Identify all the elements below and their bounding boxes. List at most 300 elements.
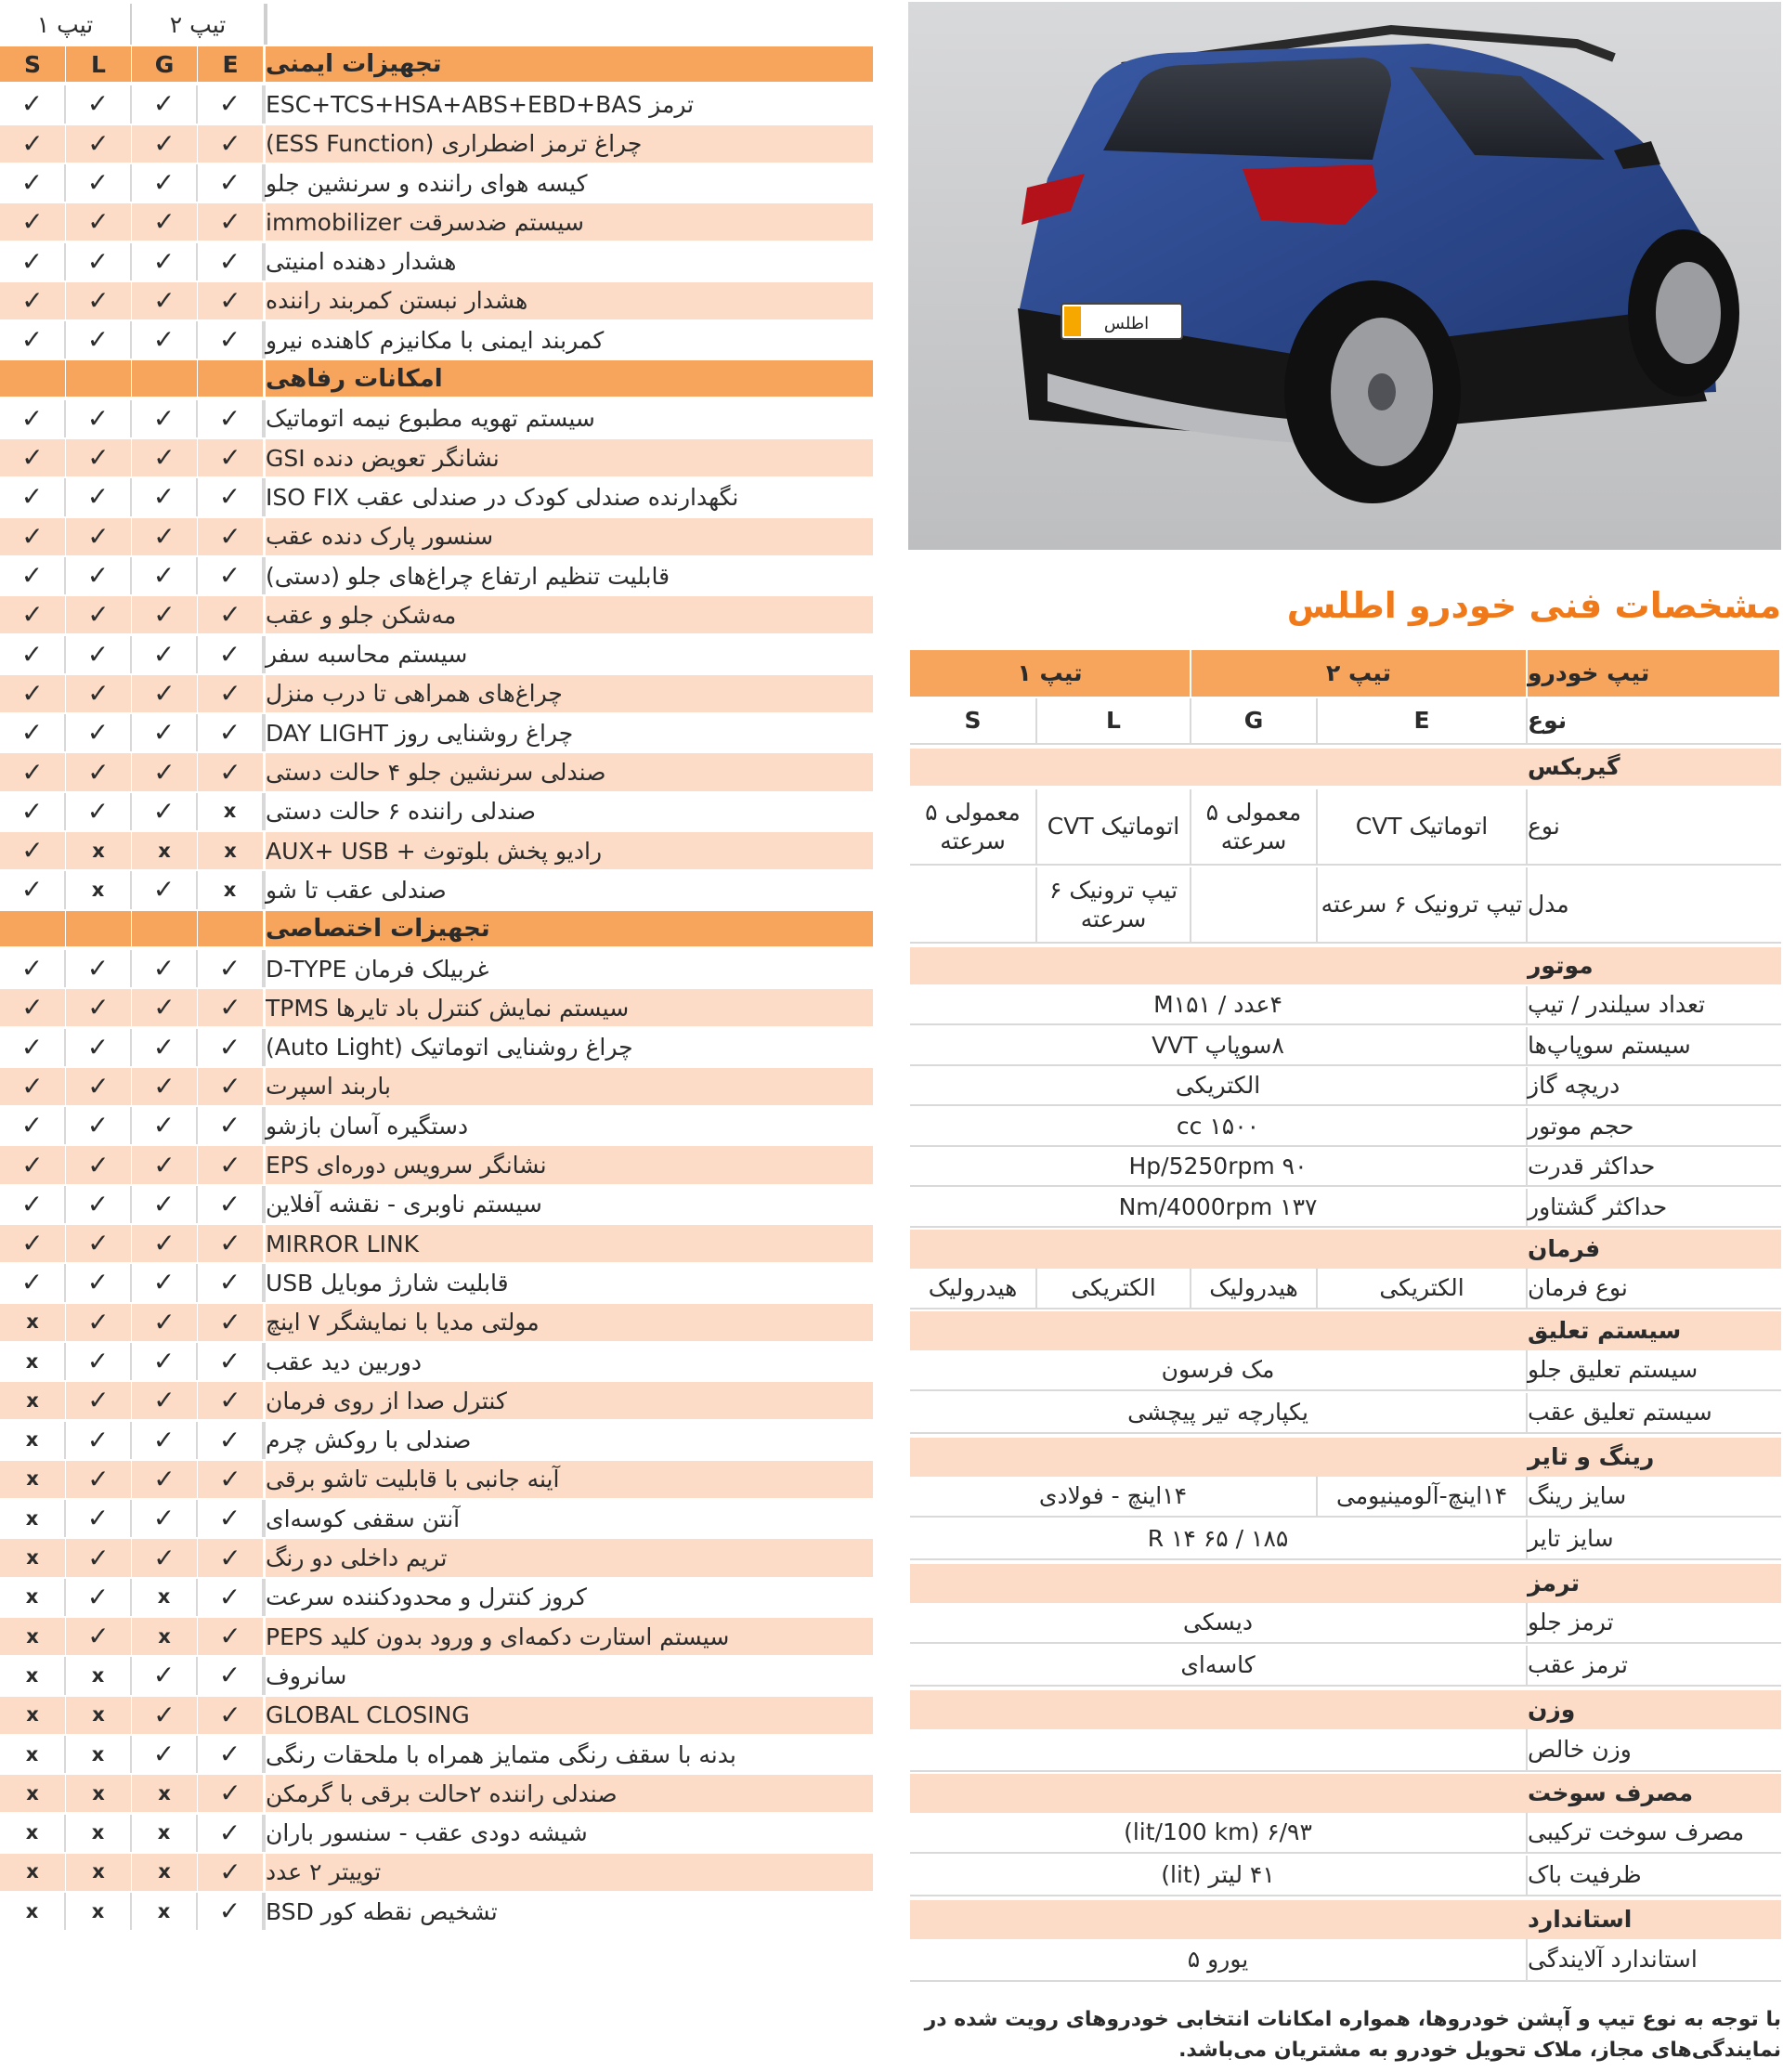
cross-icon: x xyxy=(26,1860,39,1883)
check-icon: ✓ xyxy=(218,1817,241,1848)
trim-letter-blank xyxy=(66,911,132,946)
feature-name: شیشه دودی عقب - سنسور باران xyxy=(264,1815,873,1852)
cross-icon: x xyxy=(26,1624,39,1648)
tire-value: ۱۸۵ / ۶۵ R ۱۴ xyxy=(910,1519,1528,1558)
feature-mark-e xyxy=(198,400,264,437)
feature-mark-s xyxy=(0,1657,66,1694)
cross-icon: x xyxy=(25,1349,39,1373)
engine-row xyxy=(910,1067,1781,1106)
check-icon: ✓ xyxy=(87,756,110,788)
check-icon: ✓ xyxy=(218,1739,241,1770)
check-icon: ✓ xyxy=(218,1581,241,1612)
check-icon: ✓ xyxy=(152,953,176,984)
feature-mark-g xyxy=(132,1579,198,1616)
fuel-combined-label: مصرف سوخت ترکیبی xyxy=(1528,1818,1745,1846)
check-icon: ✓ xyxy=(21,992,44,1023)
feature-mark-g xyxy=(132,1264,198,1301)
feature-name: رادیو پخش بلوتوث + AUX+ USB xyxy=(264,832,873,869)
steering-e: الکتریکی xyxy=(1318,1269,1528,1308)
check-icon: ✓ xyxy=(219,1149,241,1180)
feature-mark-e xyxy=(198,675,264,712)
check-icon: ✓ xyxy=(86,795,110,827)
feature-mark-l xyxy=(66,125,132,163)
check-icon: ✓ xyxy=(152,1188,176,1219)
feature-mark-e xyxy=(198,1893,264,1930)
feature-row xyxy=(0,1854,873,1891)
gearbox-type-s: معمولی ۵ سرعته xyxy=(910,789,1037,864)
engine-row xyxy=(910,986,1781,1025)
check-icon: ✓ xyxy=(86,1110,110,1141)
feature-mark-l xyxy=(66,1304,132,1341)
feature-name: صندلی عقب تا شو xyxy=(264,871,873,908)
cross-icon: x xyxy=(157,1821,171,1844)
feature-mark-g xyxy=(132,400,198,437)
check-icon: ✓ xyxy=(86,1581,110,1612)
check-icon: ✓ xyxy=(21,835,44,867)
rim-rest-value: ۱۴اینچ - فولادی xyxy=(910,1477,1318,1516)
feature-name: ترمز ESC+TCS+HSA+ABS+EBD+BAS xyxy=(264,85,873,123)
feature-mark-s xyxy=(0,85,66,123)
trim-letter-s: S xyxy=(0,46,66,82)
check-icon: ✓ xyxy=(219,1385,241,1416)
cross-icon: x xyxy=(92,1703,105,1727)
cross-icon: x xyxy=(91,878,105,901)
engine-row xyxy=(910,1189,1781,1228)
rim-label: سایز رینگ xyxy=(1528,1482,1627,1510)
check-icon: ✓ xyxy=(20,1110,44,1141)
check-icon: ✓ xyxy=(153,206,176,238)
feature-mark-g xyxy=(132,1539,198,1576)
feature-row xyxy=(0,518,873,555)
feature-mark-l xyxy=(66,557,132,594)
feature-mark-e xyxy=(198,125,264,163)
feature-name: تشخیص نقطه کور BSD xyxy=(264,1893,873,1930)
brake-rear-label: ترمز عقب xyxy=(1528,1651,1628,1679)
feature-mark-g xyxy=(132,1422,198,1459)
feature-row xyxy=(0,950,873,987)
check-icon: ✓ xyxy=(218,1346,241,1377)
spec-head-type2: تیپ ۲ xyxy=(1191,650,1528,697)
feature-name: سنسور پارک دنده عقب xyxy=(264,518,873,555)
feature-mark-l xyxy=(66,989,132,1026)
feature-mark-e xyxy=(198,1854,264,1891)
check-icon: ✓ xyxy=(218,245,241,277)
feature-mark-e xyxy=(198,1343,264,1380)
cross-icon: x xyxy=(26,1388,39,1412)
feature-mark-s xyxy=(0,1029,66,1066)
check-icon: ✓ xyxy=(20,245,44,277)
feature-mark-e xyxy=(198,1107,264,1144)
feature-mark-l xyxy=(66,1264,132,1301)
feature-mark-l xyxy=(66,518,132,555)
feature-mark-g xyxy=(132,1029,198,1066)
check-icon: ✓ xyxy=(219,1856,241,1887)
feature-mark-g xyxy=(132,1815,198,1852)
check-icon: ✓ xyxy=(86,245,110,277)
feature-name: قابلیت شارژ موبایل USB xyxy=(264,1264,873,1301)
feature-mark-e xyxy=(198,1029,264,1066)
feature-mark-e xyxy=(198,950,264,987)
engine-row xyxy=(910,1108,1781,1147)
check-icon: ✓ xyxy=(87,520,110,552)
feature-name: سانروف xyxy=(264,1657,873,1694)
standard-value: یورو ۵ xyxy=(910,1939,1528,1980)
brake-front-label: ترمز جلو xyxy=(1528,1609,1614,1636)
check-icon: ✓ xyxy=(152,560,176,592)
check-icon: ✓ xyxy=(218,1267,241,1298)
check-icon: ✓ xyxy=(21,284,44,316)
feature-mark-e xyxy=(198,636,264,673)
check-icon: ✓ xyxy=(86,1031,110,1062)
feature-mark-e xyxy=(198,871,264,908)
check-icon: ✓ xyxy=(219,1306,241,1337)
check-icon: ✓ xyxy=(153,1070,176,1101)
check-icon: ✓ xyxy=(219,442,241,474)
feature-mark-l xyxy=(66,1697,132,1734)
check-icon: ✓ xyxy=(20,795,44,827)
feature-mark-l xyxy=(66,164,132,202)
feature-name: سیستم نمایش کنترل باد تایرها TPMS xyxy=(264,989,873,1026)
check-icon: ✓ xyxy=(87,1306,110,1337)
check-icon: ✓ xyxy=(153,677,176,709)
feature-mark-g xyxy=(132,164,198,202)
car-photo xyxy=(908,2,1781,550)
check-icon: ✓ xyxy=(153,442,176,474)
feature-row xyxy=(0,1107,873,1144)
feature-mark-l xyxy=(66,1736,132,1773)
feature-row xyxy=(0,400,873,437)
cross-icon: x xyxy=(25,1663,39,1687)
feature-mark-g xyxy=(132,321,198,358)
check-icon: ✓ xyxy=(152,1031,176,1062)
feature-mark-l xyxy=(66,871,132,908)
feature-row xyxy=(0,1736,873,1773)
check-icon: ✓ xyxy=(86,1503,110,1534)
section-standard-title: استاندارد xyxy=(1528,1906,1633,1934)
fuel-tank-row xyxy=(910,1856,1781,1896)
feature-mark-s xyxy=(0,1146,66,1183)
feature-row xyxy=(0,753,873,790)
check-icon: ✓ xyxy=(87,677,110,709)
feature-mark-s xyxy=(0,478,66,515)
feature-mark-l xyxy=(66,1107,132,1144)
feature-mark-g xyxy=(132,282,198,319)
cross-icon: x xyxy=(25,1742,39,1766)
cross-icon: x xyxy=(92,1860,105,1883)
feature-name: سیستم تهویه مطبوع نیمه اتوماتیک xyxy=(264,400,873,437)
check-icon: ✓ xyxy=(218,953,241,984)
check-icon: ✓ xyxy=(219,756,241,788)
check-icon: ✓ xyxy=(152,1110,176,1141)
feature-mark-e xyxy=(198,1579,264,1616)
feature-row xyxy=(0,1815,873,1852)
check-icon: ✓ xyxy=(87,992,110,1023)
feature-mark-e xyxy=(198,1422,264,1459)
engine-label: دریچه گاز xyxy=(1528,1072,1620,1100)
feature-mark-g xyxy=(132,989,198,1026)
feature-name: دوربین دید عقب xyxy=(264,1343,873,1380)
check-icon: ✓ xyxy=(153,1463,176,1494)
trim-letter-e: E xyxy=(198,46,264,82)
check-icon: ✓ xyxy=(87,1621,110,1652)
check-icon: ✓ xyxy=(20,1267,44,1298)
feature-name: بدنه با سقف رنگی متمایز همراه با ملحقات رنگی xyxy=(264,1736,873,1773)
gearbox-model-row xyxy=(910,867,1781,944)
feature-mark-s xyxy=(0,1618,66,1655)
check-icon: ✓ xyxy=(153,599,176,631)
check-icon: ✓ xyxy=(21,677,44,709)
check-icon: ✓ xyxy=(21,127,44,159)
spec-sub-g: G xyxy=(1191,698,1318,743)
check-icon: ✓ xyxy=(87,1228,110,1259)
check-icon: ✓ xyxy=(152,1739,176,1770)
check-icon: ✓ xyxy=(152,717,176,749)
feature-row xyxy=(0,1146,873,1183)
type-header-blank xyxy=(266,4,873,45)
feature-name: تریم داخلی دو رنگ xyxy=(264,1539,873,1576)
feature-mark-g xyxy=(132,1736,198,1773)
feature-mark-l xyxy=(66,714,132,751)
feature-mark-g xyxy=(132,1461,198,1498)
trim-letter-blank xyxy=(66,360,132,396)
spec-sub-s: S xyxy=(910,698,1037,743)
trim-letter-blank xyxy=(0,360,66,396)
gearbox-type-label: نوع xyxy=(1528,813,1560,841)
check-icon: ✓ xyxy=(219,1621,241,1652)
check-icon: ✓ xyxy=(21,442,44,474)
trim-letter-blank xyxy=(198,911,264,946)
feature-mark-g xyxy=(132,439,198,476)
feature-mark-e xyxy=(198,1461,264,1498)
weight-label: وزن خالص xyxy=(1528,1736,1632,1764)
feature-mark-e xyxy=(198,1736,264,1773)
feature-section-title: تجهیزات ایمنی xyxy=(264,46,873,82)
feature-mark-l xyxy=(66,1461,132,1498)
feature-mark-s xyxy=(0,1579,66,1616)
feature-name: دستگیره آسان بازشو xyxy=(264,1107,873,1144)
check-icon: ✓ xyxy=(87,599,110,631)
check-icon: ✓ xyxy=(219,1070,241,1101)
feature-mark-e xyxy=(198,1775,264,1812)
feature-mark-l xyxy=(66,1068,132,1105)
feature-mark-l xyxy=(66,636,132,673)
check-icon: ✓ xyxy=(152,795,176,827)
feature-mark-s xyxy=(0,950,66,987)
feature-name: نشانگر سرویس دوره‌ای EPS xyxy=(264,1146,873,1183)
cross-icon: x xyxy=(91,1742,105,1766)
footnote: با توجه به نوع تیپ و آپشن خودروها، همواره امکانات انتخابی خودروهای رویت شده در نمایندگی‌های مجاز، ملاک تحویل خودرو به مشتریان می‌باشد. xyxy=(924,2008,1781,2062)
check-icon: ✓ xyxy=(218,717,241,749)
check-icon: ✓ xyxy=(87,1385,110,1416)
feature-mark-g xyxy=(132,1343,198,1380)
check-icon: ✓ xyxy=(21,1228,44,1259)
feature-name: مولتی مدیا با نمایشگر ۷ اینچ xyxy=(264,1304,873,1341)
feature-name: سیستم ناوبری - نقشه آفلاین xyxy=(264,1186,873,1223)
check-icon: ✓ xyxy=(87,127,110,159)
check-icon: ✓ xyxy=(152,638,176,670)
feature-mark-s xyxy=(0,1893,66,1930)
feature-name: چراغ روشنایی روز DAY LIGHT xyxy=(264,714,873,751)
feature-row xyxy=(0,164,873,202)
engine-row xyxy=(910,1027,1781,1066)
section-standard xyxy=(910,1900,1781,1939)
suspension-front-row xyxy=(910,1350,1781,1391)
feature-mark-e xyxy=(198,1618,264,1655)
type-1-header: تیپ ۱ xyxy=(0,4,132,45)
check-icon: ✓ xyxy=(153,1542,176,1573)
feature-mark-l xyxy=(66,1029,132,1066)
section-suspension xyxy=(910,1311,1781,1350)
feature-mark-s xyxy=(0,1775,66,1812)
feature-mark-g xyxy=(132,1854,198,1891)
check-icon: ✓ xyxy=(152,874,176,906)
suspension-front-value: مک فرسون xyxy=(910,1350,1528,1389)
feature-mark-g xyxy=(132,1893,198,1930)
section-gearbox xyxy=(910,749,1781,786)
feature-row xyxy=(0,1893,873,1930)
spec-head-label: تیپ خودرو xyxy=(1528,650,1781,697)
feature-name: صندلی سرنشین جلو ۴ حالت دستی xyxy=(264,753,873,790)
feature-row xyxy=(0,1461,873,1498)
engine-value: ۱۵۰۰ cc xyxy=(910,1108,1528,1145)
suspension-front-label: سیستم تعلیق جلو xyxy=(1528,1356,1698,1384)
type-header-row xyxy=(0,4,873,45)
fuel-tank-label: ظرفیت باک xyxy=(1528,1861,1642,1889)
cross-icon: x xyxy=(92,839,105,862)
feature-mark-e xyxy=(198,557,264,594)
check-icon: ✓ xyxy=(153,520,176,552)
brake-front-row xyxy=(910,1603,1781,1644)
check-icon: ✓ xyxy=(152,1660,176,1691)
feature-row xyxy=(0,1422,873,1459)
feature-mark-l xyxy=(66,1382,132,1419)
feature-mark-g xyxy=(132,1697,198,1734)
check-icon: ✓ xyxy=(152,1267,176,1298)
steering-label: نوع فرمان xyxy=(1528,1274,1628,1302)
feature-row xyxy=(0,1382,873,1419)
check-icon: ✓ xyxy=(21,1149,44,1180)
check-icon: ✓ xyxy=(86,717,110,749)
feature-row xyxy=(0,1264,873,1301)
feature-name: هشدار دهنده امنیتی xyxy=(264,243,873,280)
feature-mark-s xyxy=(0,675,66,712)
feature-row xyxy=(0,1697,873,1734)
feature-section-header xyxy=(0,360,873,396)
feature-mark-g xyxy=(132,793,198,830)
feature-mark-e xyxy=(198,282,264,319)
cross-icon: x xyxy=(158,1781,171,1805)
check-icon: ✓ xyxy=(87,1463,110,1494)
feature-row xyxy=(0,871,873,908)
feature-mark-g xyxy=(132,1146,198,1183)
check-icon: ✓ xyxy=(87,1070,110,1101)
feature-mark-s xyxy=(0,1500,66,1537)
steering-s: هیدرولیک xyxy=(910,1269,1037,1308)
section-engine xyxy=(910,947,1781,984)
feature-mark-g xyxy=(132,636,198,673)
cross-icon: x xyxy=(157,1585,171,1609)
feature-row xyxy=(0,1618,873,1655)
feature-row xyxy=(0,1500,873,1537)
feature-mark-e xyxy=(198,203,264,241)
spec-head-type1: تیپ ۱ xyxy=(910,650,1191,697)
engine-value: الکتریکی xyxy=(910,1067,1528,1104)
feature-row xyxy=(0,85,873,123)
feature-mark-l xyxy=(66,596,132,633)
check-icon: ✓ xyxy=(219,599,241,631)
cross-icon: x xyxy=(26,1703,39,1727)
check-icon: ✓ xyxy=(219,127,241,159)
check-icon: ✓ xyxy=(153,1228,176,1259)
check-icon: ✓ xyxy=(87,206,110,238)
cross-icon: x xyxy=(92,1781,105,1805)
check-icon: ✓ xyxy=(219,284,241,316)
feature-name: مه‌شکن جلو و عقب xyxy=(264,596,873,633)
section-gearbox-title: گیربکس xyxy=(1528,753,1620,781)
check-icon: ✓ xyxy=(20,481,44,513)
engine-value: ۸سوپاپ VVT xyxy=(910,1027,1528,1064)
feature-name: صندلی راننده ۲حالت برقی با گرمکن xyxy=(264,1775,873,1812)
feature-mark-e xyxy=(198,439,264,476)
section-steering xyxy=(910,1230,1781,1269)
trim-letter-blank xyxy=(0,911,66,946)
trim-letter-blank xyxy=(132,360,198,396)
feature-mark-g xyxy=(132,832,198,869)
check-icon: ✓ xyxy=(86,1188,110,1219)
section-wheels-title: رینگ و تایر xyxy=(1528,1443,1655,1471)
feature-name: سیستم ضدسرقت immobilizer xyxy=(264,203,873,241)
trim-letter-l: L xyxy=(66,46,132,82)
engine-row xyxy=(910,1148,1781,1187)
section-suspension-title: سیستم تعلیق xyxy=(1528,1317,1682,1345)
steering-l: الکتریکی xyxy=(1037,1269,1191,1308)
feature-mark-l xyxy=(66,753,132,790)
feature-mark-l xyxy=(66,282,132,319)
feature-mark-l xyxy=(66,950,132,987)
feature-mark-l xyxy=(66,675,132,712)
engine-label: تعداد سیلندر / تیپ xyxy=(1528,991,1706,1019)
gearbox-model-l: تیپ ترونیک ۶ سرعته xyxy=(1037,867,1191,942)
section-brakes-title: ترمز xyxy=(1528,1570,1580,1597)
plate-text: اطلس xyxy=(1103,314,1150,333)
section-fuel xyxy=(910,1774,1781,1813)
feature-mark-s xyxy=(0,518,66,555)
feature-mark-s xyxy=(0,636,66,673)
trim-letter-blank xyxy=(198,360,264,396)
brake-rear-value: کاسه‌ای xyxy=(910,1646,1528,1685)
check-icon: ✓ xyxy=(218,1424,241,1455)
feature-mark-l xyxy=(66,321,132,358)
feature-mark-g xyxy=(132,714,198,751)
feature-mark-e xyxy=(198,989,264,1026)
check-icon: ✓ xyxy=(20,167,44,199)
feature-name: چراغ‌های همراهی تا درب منزل xyxy=(264,675,873,712)
check-icon: ✓ xyxy=(86,1267,110,1298)
feature-mark-e xyxy=(198,1815,264,1852)
cross-icon: x xyxy=(91,1663,105,1687)
feature-mark-g xyxy=(132,518,198,555)
feature-mark-s xyxy=(0,321,66,358)
feature-name: صندلی با روکش چرم xyxy=(264,1422,873,1459)
engine-label: حداکثر قدرت xyxy=(1528,1153,1656,1180)
feature-mark-s xyxy=(0,1225,66,1262)
feature-name: هشدار نبستن کمربند راننده xyxy=(264,282,873,319)
feature-mark-e xyxy=(198,243,264,280)
gearbox-model-e: تیپ ترونیک ۶ سرعته xyxy=(1318,867,1528,942)
check-icon: ✓ xyxy=(218,402,241,434)
check-icon: ✓ xyxy=(218,167,241,199)
engine-value: ۱۳۷ Nm/4000rpm xyxy=(910,1189,1528,1226)
